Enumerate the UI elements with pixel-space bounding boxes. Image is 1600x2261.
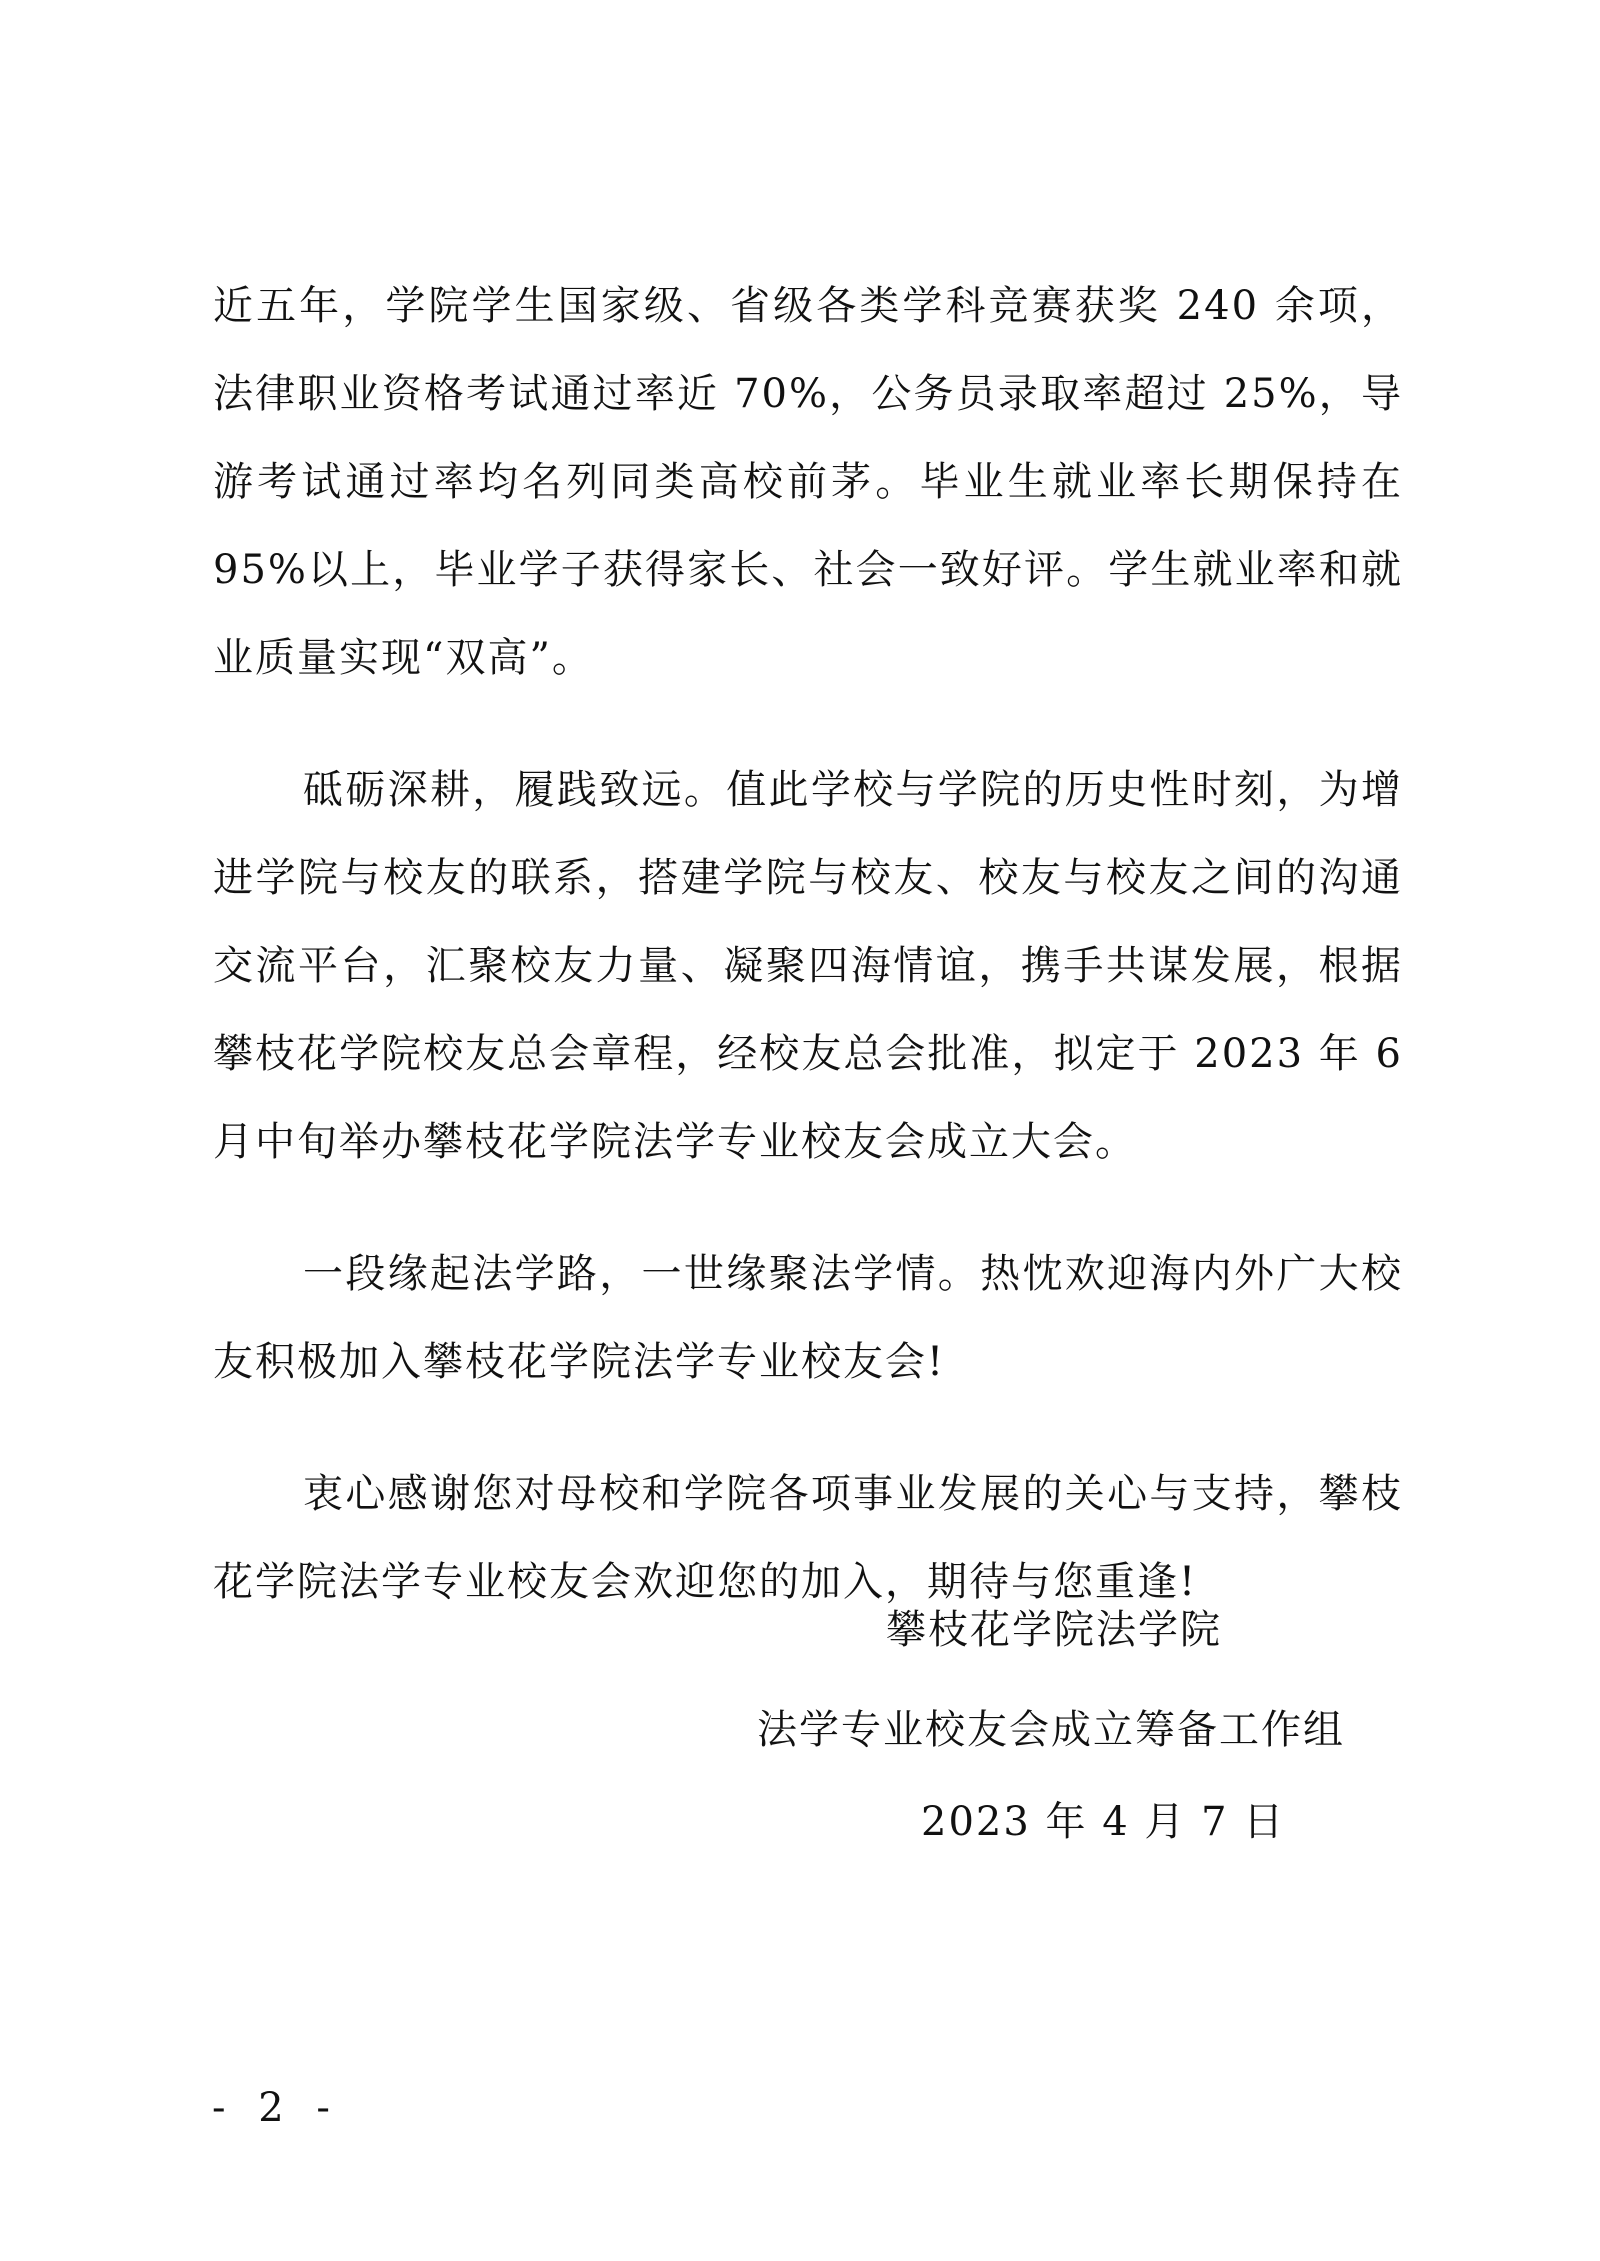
paragraph-founding: 砥砺深耕，履践致远。值此学校与学院的历史性时刻，为增进学院与校友的联系，搭建学院与校友、校友与校友之间的沟通交流平台，汇聚校友力量、凝聚四海情谊，携手共谋发展，根据攀枝花学院校友总会章程，经校友总会批准，拟定于 2023 年 6 月中旬举办攀枝花学院法学专业校友会成立大会。 <box>213 767 1403 1165</box>
signature-group: 法学专业校友会成立筹备工作组 <box>757 1707 1345 1753</box>
paragraph-welcome: 一段缘起法学路，一世缘聚法学情。热忱欢迎海内外广大校友积极加入攀枝花学院法学专业校友会! <box>213 1251 1403 1385</box>
paragraph-gap <box>213 1186 1403 1230</box>
signature-organization: 攀枝花学院法学院 <box>886 1607 1222 1653</box>
paragraph-thanks: 衷心感谢您对母校和学院各项事业发展的关心与支持，攀枝花学院法学专业校友会欢迎您的加入，期待与您重逢! <box>213 1471 1403 1605</box>
page-number: - 2 - <box>212 2085 340 2131</box>
paragraph-achievements: 近五年，学院学生国家级、省级各类学科竞赛获奖 240 余项，法律职业资格考试通过率近 70%，公务员录取率超过 25%，导游考试通过率均名列同类高校前茅。毕业生就业率长期保持在 95%以上，毕业学子获得家长、社会一致好评。学生就业率和就业质量实现“双高”。 <box>213 283 1403 681</box>
paragraph-gap <box>213 702 1403 746</box>
document-body <box>213 262 1403 1626</box>
paragraph-gap <box>213 1406 1403 1450</box>
signature-date: 2023 年 4 月 7 日 <box>921 1799 1286 1845</box>
